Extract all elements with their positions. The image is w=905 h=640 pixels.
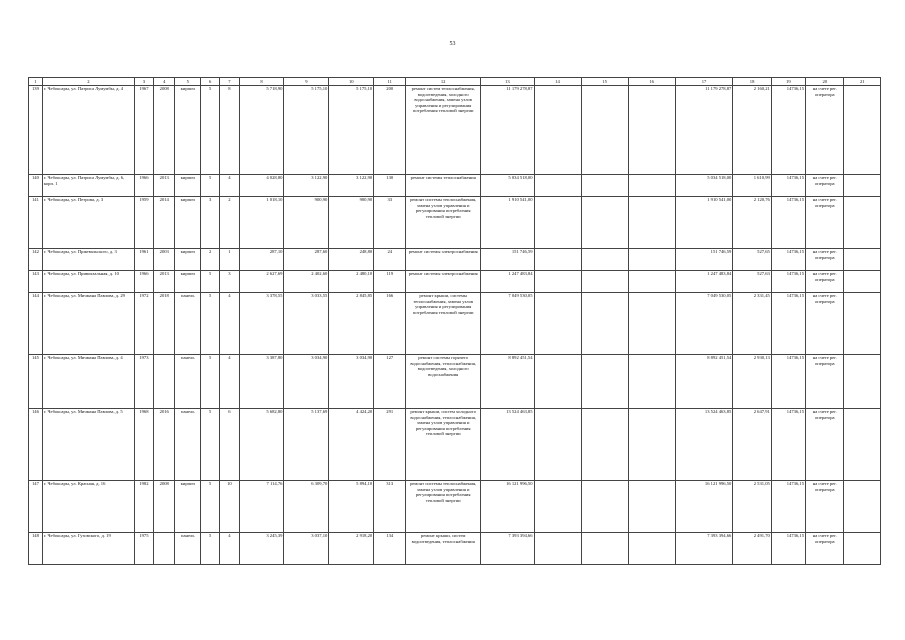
- cell-residents: 127: [374, 355, 406, 409]
- cell-floors: 5: [201, 271, 220, 293]
- cell-c14: [534, 249, 581, 271]
- column-number-10: 10: [329, 78, 374, 86]
- cell-area-live: 5 175,10: [284, 86, 329, 175]
- table-row: [29, 481, 881, 533]
- cell-c16: [628, 86, 675, 175]
- cell-area-total: 7 114,76: [239, 481, 284, 533]
- cell-cost: 151 746,59: [481, 249, 534, 271]
- cell-material: кирпич: [175, 271, 201, 293]
- cell-n: 142: [29, 249, 43, 271]
- column-number-13: 13: [481, 78, 534, 86]
- cell-area-live: 900,90: [284, 197, 329, 249]
- cell-unit-cost: 2 120,76: [733, 197, 771, 249]
- cell-area-live2: 2 845,85: [329, 293, 374, 355]
- cell-year-rep: 2008: [154, 86, 175, 175]
- cell-year-built: 1982: [134, 481, 153, 533]
- cell-c21: [844, 533, 881, 565]
- column-number-3: 3: [134, 78, 153, 86]
- cell-c21: [844, 293, 881, 355]
- cell-method: на счете рег. оператора: [806, 481, 844, 533]
- cell-n: 140: [29, 175, 43, 197]
- column-number-1: 1: [29, 78, 43, 86]
- cell-works: ремонт крыши, систем водоотведения, теплоснабжения: [406, 533, 481, 565]
- cell-cost-total: 7 393 394,66: [675, 533, 733, 565]
- column-number-2: 2: [42, 78, 134, 86]
- cell-area-total: 1 018,10: [239, 197, 284, 249]
- column-number-18: 18: [733, 78, 771, 86]
- cell-c21: [844, 197, 881, 249]
- cell-c16: [628, 355, 675, 409]
- cell-limit: 14736,15: [771, 293, 805, 355]
- cell-c16: [628, 271, 675, 293]
- cell-unit-cost: 2 331,45: [733, 293, 771, 355]
- cell-year-built: 1966: [134, 175, 153, 197]
- cell-area-live: 3 037,10: [284, 533, 329, 565]
- cell-unit-cost: 527,63: [733, 271, 771, 293]
- cell-limit: 14736,15: [771, 355, 805, 409]
- cell-entrances: 3: [220, 271, 239, 293]
- page-number: 53: [449, 41, 456, 47]
- cell-residents: 200: [374, 86, 406, 175]
- cell-n: 144: [29, 293, 43, 355]
- cell-cost-total: 13 524 463,85: [675, 409, 733, 481]
- cell-cost: 11 179 278,87: [481, 86, 534, 175]
- cell-cost: 1 910 541,00: [481, 197, 534, 249]
- cell-material: кирпич: [175, 86, 201, 175]
- cell-cost-total: 11 179 278,87: [675, 86, 733, 175]
- cell-c14: [534, 293, 581, 355]
- cell-c21: [844, 175, 881, 197]
- cell-residents: 313: [374, 481, 406, 533]
- cell-area-live2: 5 175,10: [329, 86, 374, 175]
- cell-floors: 5: [201, 86, 220, 175]
- cell-n: 143: [29, 271, 43, 293]
- cell-area-live2: 3 034,90: [329, 355, 374, 409]
- cell-method: на счете рег. оператора: [806, 355, 844, 409]
- cell-c21: [844, 355, 881, 409]
- cell-area-live: 287,60: [284, 249, 329, 271]
- cell-limit: 14736,15: [771, 249, 805, 271]
- cell-material: панель: [175, 355, 201, 409]
- cell-works: ремонт системы теплоснабжения, замена узлов управления и регулирования потребления тепловой энергии: [406, 197, 481, 249]
- cell-area-live2: 900,90: [329, 197, 374, 249]
- cell-cost: 8 892 451,54: [481, 355, 534, 409]
- cell-area-live: 6 309,70: [284, 481, 329, 533]
- cell-method: на счете рег. оператора: [806, 86, 844, 175]
- cell-method: на счете рег. оператора: [806, 175, 844, 197]
- cell-c14: [534, 355, 581, 409]
- cell-address: г. Чебоксары, ул. Петрова, д. 3: [42, 197, 134, 249]
- cell-address: г. Чебоксары, ул. Мичмана Павлова, д. 5: [42, 409, 134, 481]
- cell-n: 148: [29, 533, 43, 565]
- cell-limit: 14736,15: [771, 271, 805, 293]
- cell-area-live: 2 402,60: [284, 271, 329, 293]
- cell-material: панель: [175, 533, 201, 565]
- cell-cost: 16 121 996,50: [481, 481, 534, 533]
- cell-area-total: 3 387,80: [239, 355, 284, 409]
- cell-entrances: 4: [220, 293, 239, 355]
- cell-c14: [534, 409, 581, 481]
- column-number-6: 6: [201, 78, 220, 86]
- cell-c15: [581, 481, 628, 533]
- cell-works: ремонт системы теплоснабжения: [406, 175, 481, 197]
- cell-material: кирпич: [175, 481, 201, 533]
- column-number-15: 15: [581, 78, 628, 86]
- cell-c21: [844, 86, 881, 175]
- table-row: [29, 409, 881, 481]
- table-row: [29, 533, 881, 565]
- cell-residents: 33: [374, 197, 406, 249]
- cell-floors: 2: [201, 249, 220, 271]
- cell-c15: [581, 197, 628, 249]
- cell-year-rep: 2013: [154, 175, 175, 197]
- cell-limit: 14736,15: [771, 481, 805, 533]
- cell-cost-total: 16 121 996,50: [675, 481, 733, 533]
- cell-c14: [534, 271, 581, 293]
- cell-works: ремонт системы электроснабжения: [406, 249, 481, 271]
- cell-cost-total: 5 034 518,00: [675, 175, 733, 197]
- cell-limit: 14736,15: [771, 533, 805, 565]
- cell-year-rep: [154, 533, 175, 565]
- column-number-11: 11: [374, 78, 406, 86]
- column-number-7: 7: [220, 78, 239, 86]
- column-number-20: 20: [806, 78, 844, 86]
- cell-entrances: 6: [220, 409, 239, 481]
- cell-floors: 3: [201, 197, 220, 249]
- cell-material: панель: [175, 409, 201, 481]
- cell-address: г. Чебоксары, ул. Мичмана Павлова, д. 29: [42, 293, 134, 355]
- cell-year-built: 1975: [134, 533, 153, 565]
- cell-cost: 1 247 483,84: [481, 271, 534, 293]
- cell-limit: 14736,15: [771, 409, 805, 481]
- cell-works: ремонт крыши, системы теплоснабжения, замена узлов управления и регулирования потребления тепловой энергии: [406, 293, 481, 355]
- cell-entrances: 4: [220, 533, 239, 565]
- cell-c14: [534, 175, 581, 197]
- column-number-17: 17: [675, 78, 733, 86]
- cell-entrances: 10: [220, 481, 239, 533]
- cell-unit-cost: 527,65: [733, 249, 771, 271]
- table-row: [29, 355, 881, 409]
- cell-works: ремонт систем теплоснабжения, водоотведения, холодного водоснабжения, замена узлов управления и регулирования потребления тепловой энергии: [406, 86, 481, 175]
- column-number-4: 4: [154, 78, 175, 86]
- cell-cost: 7 049 530,05: [481, 293, 534, 355]
- cell-unit-cost: 2 160,21: [733, 86, 771, 175]
- cell-c15: [581, 249, 628, 271]
- cell-c21: [844, 249, 881, 271]
- cell-method: на счете рег. оператора: [806, 249, 844, 271]
- cell-entrances: 4: [220, 355, 239, 409]
- cell-works: ремонт крыши, систем холодного водоснабжения, теплоснабжения, замена узлов управления и регулирования потребления тепловой энергии: [406, 409, 481, 481]
- cell-year-rep: 2003: [154, 249, 175, 271]
- cell-area-live2: 3 122,90: [329, 175, 374, 197]
- cell-residents: 134: [374, 533, 406, 565]
- cell-c15: [581, 175, 628, 197]
- cell-limit: 14736,15: [771, 197, 805, 249]
- column-number-19: 19: [771, 78, 805, 86]
- column-number-9: 9: [284, 78, 329, 86]
- cell-area-live: 3 034,90: [284, 355, 329, 409]
- table-row: [29, 249, 881, 271]
- cell-cost: 13 524 463,85: [481, 409, 534, 481]
- cell-entrances: 1: [220, 249, 239, 271]
- cell-limit: 14736,15: [771, 86, 805, 175]
- cell-works: ремонт системы электроснабжения: [406, 271, 481, 293]
- cell-area-live2: 248,80: [329, 249, 374, 271]
- cell-entrances: 4: [220, 175, 239, 197]
- cell-year-rep: 2018: [154, 293, 175, 355]
- column-number-21: 21: [844, 78, 881, 86]
- cell-area-live2: 2 480,10: [329, 271, 374, 293]
- cell-n: 145: [29, 355, 43, 409]
- cell-year-built: 1968: [134, 409, 153, 481]
- cell-c15: [581, 533, 628, 565]
- cell-address: г. Чебоксары, ул. Патриса Лумумбы, д. 4: [42, 86, 134, 175]
- cell-year-built: 1959: [134, 197, 153, 249]
- cell-floors: 5: [201, 355, 220, 409]
- cell-year-built: 1966: [134, 271, 153, 293]
- cell-area-total: 287,10: [239, 249, 284, 271]
- cell-residents: 24: [374, 249, 406, 271]
- cell-limit: 14736,15: [771, 175, 805, 197]
- cell-address: г. Чебоксары, ул. Патриса Лумумбы, д. 6, корп. 1: [42, 175, 134, 197]
- cell-address: г. Чебоксары, ул. Пржевальского, д. 3: [42, 249, 134, 271]
- cell-area-live2: 2 918,20: [329, 533, 374, 565]
- cell-c15: [581, 86, 628, 175]
- cell-year-built: 1972: [134, 293, 153, 355]
- cell-address: г. Чебоксары, ул. Гузовского, д. 19: [42, 533, 134, 565]
- column-number-12: 12: [406, 78, 481, 86]
- cell-method: на счете рег. оператора: [806, 293, 844, 355]
- cell-cost-total: 1 247 483,84: [675, 271, 733, 293]
- column-number-14: 14: [534, 78, 581, 86]
- table-row: [29, 293, 881, 355]
- table-row: [29, 86, 881, 175]
- cell-method: на счете рег. оператора: [806, 533, 844, 565]
- cell-cost: 7 393 394,66: [481, 533, 534, 565]
- cell-material: кирпич: [175, 175, 201, 197]
- column-number-5: 5: [175, 78, 201, 86]
- cell-year-rep: 2013: [154, 271, 175, 293]
- cell-year-rep: 2008: [154, 481, 175, 533]
- cell-area-live2: 5 894,10: [329, 481, 374, 533]
- cell-residents: 130: [374, 175, 406, 197]
- cell-method: на счете рег. оператора: [806, 409, 844, 481]
- cell-floors: 5: [201, 481, 220, 533]
- table-row: [29, 175, 881, 197]
- cell-c21: [844, 409, 881, 481]
- cell-residents: 166: [374, 293, 406, 355]
- cell-cost-total: 8 892 451,54: [675, 355, 733, 409]
- cell-floors: 5: [201, 175, 220, 197]
- cell-floors: 5: [201, 533, 220, 565]
- cell-c14: [534, 197, 581, 249]
- cell-entrances: 2: [220, 197, 239, 249]
- column-number-8: 8: [239, 78, 284, 86]
- cell-c15: [581, 293, 628, 355]
- cell-year-built: 1961: [134, 249, 153, 271]
- cell-cost-total: 1 910 541,00: [675, 197, 733, 249]
- cell-c14: [534, 533, 581, 565]
- cell-floors: 5: [201, 409, 220, 481]
- cell-material: кирпич: [175, 249, 201, 271]
- cell-area-live: 5 137,69: [284, 409, 329, 481]
- cell-c15: [581, 409, 628, 481]
- cell-c15: [581, 271, 628, 293]
- cell-c14: [534, 86, 581, 175]
- cell-n: 139: [29, 86, 43, 175]
- cell-unit-cost: 1 610,99: [733, 175, 771, 197]
- cell-entrances: 8: [220, 86, 239, 175]
- cell-c16: [628, 481, 675, 533]
- cell-n: 141: [29, 197, 43, 249]
- cell-unit-cost: 2 491,70: [733, 533, 771, 565]
- cell-n: 146: [29, 409, 43, 481]
- housing-repair-table: [28, 77, 881, 565]
- cell-area-total: 3 245,39: [239, 533, 284, 565]
- cell-area-total: 3 378,55: [239, 293, 284, 355]
- cell-c21: [844, 271, 881, 293]
- column-number-row: [29, 78, 881, 86]
- cell-residents: 291: [374, 409, 406, 481]
- cell-area-live2: 4 424,20: [329, 409, 374, 481]
- cell-method: на счете рег. оператора: [806, 197, 844, 249]
- cell-works: ремонт системы теплоснабжения, замена узлов управления и регулирования потребления тепловой энергии: [406, 481, 481, 533]
- cell-works: ремонт системы горячего водоснабжения, теплоснабжения, водоотведения, холодного водоснабжения: [406, 355, 481, 409]
- cell-year-built: 1967: [134, 86, 153, 175]
- cell-year-rep: 2014: [154, 197, 175, 249]
- cell-year-rep: [154, 355, 175, 409]
- cell-c16: [628, 175, 675, 197]
- cell-area-total: 4 028,80: [239, 175, 284, 197]
- cell-cost: 5 034 518,00: [481, 175, 534, 197]
- cell-area-total: 5 682,80: [239, 409, 284, 481]
- cell-residents: 119: [374, 271, 406, 293]
- cell-c21: [844, 481, 881, 533]
- cell-c16: [628, 409, 675, 481]
- cell-address: г. Чебоксары, ул. Привокзальная, д. 10: [42, 271, 134, 293]
- cell-area-total: 2 627,69: [239, 271, 284, 293]
- cell-address: г. Чебоксары, ул. Мичмана Павлова, д. 4: [42, 355, 134, 409]
- cell-year-rep: 2016: [154, 409, 175, 481]
- cell-material: панель: [175, 293, 201, 355]
- table-row: [29, 197, 881, 249]
- cell-cost-total: 7 049 530,05: [675, 293, 733, 355]
- column-number-16: 16: [628, 78, 675, 86]
- cell-year-built: 1973: [134, 355, 153, 409]
- cell-area-live: 3 033,55: [284, 293, 329, 355]
- cell-unit-cost: 2 647,91: [733, 409, 771, 481]
- cell-area-live: 3 122,90: [284, 175, 329, 197]
- cell-c14: [534, 481, 581, 533]
- cell-c16: [628, 533, 675, 565]
- cell-unit-cost: 2 531,05: [733, 481, 771, 533]
- cell-unit-cost: 2 930,13: [733, 355, 771, 409]
- cell-cost-total: 151 746,59: [675, 249, 733, 271]
- cell-area-total: 5 718,90: [239, 86, 284, 175]
- cell-material: кирпич: [175, 197, 201, 249]
- cell-address: г. Чебоксары, ул. Красная, д. 16: [42, 481, 134, 533]
- cell-c16: [628, 293, 675, 355]
- table-row: [29, 271, 881, 293]
- cell-c16: [628, 249, 675, 271]
- cell-method: на счете рег. оператора: [806, 271, 844, 293]
- cell-floors: 5: [201, 293, 220, 355]
- cell-n: 147: [29, 481, 43, 533]
- cell-c16: [628, 197, 675, 249]
- cell-c15: [581, 355, 628, 409]
